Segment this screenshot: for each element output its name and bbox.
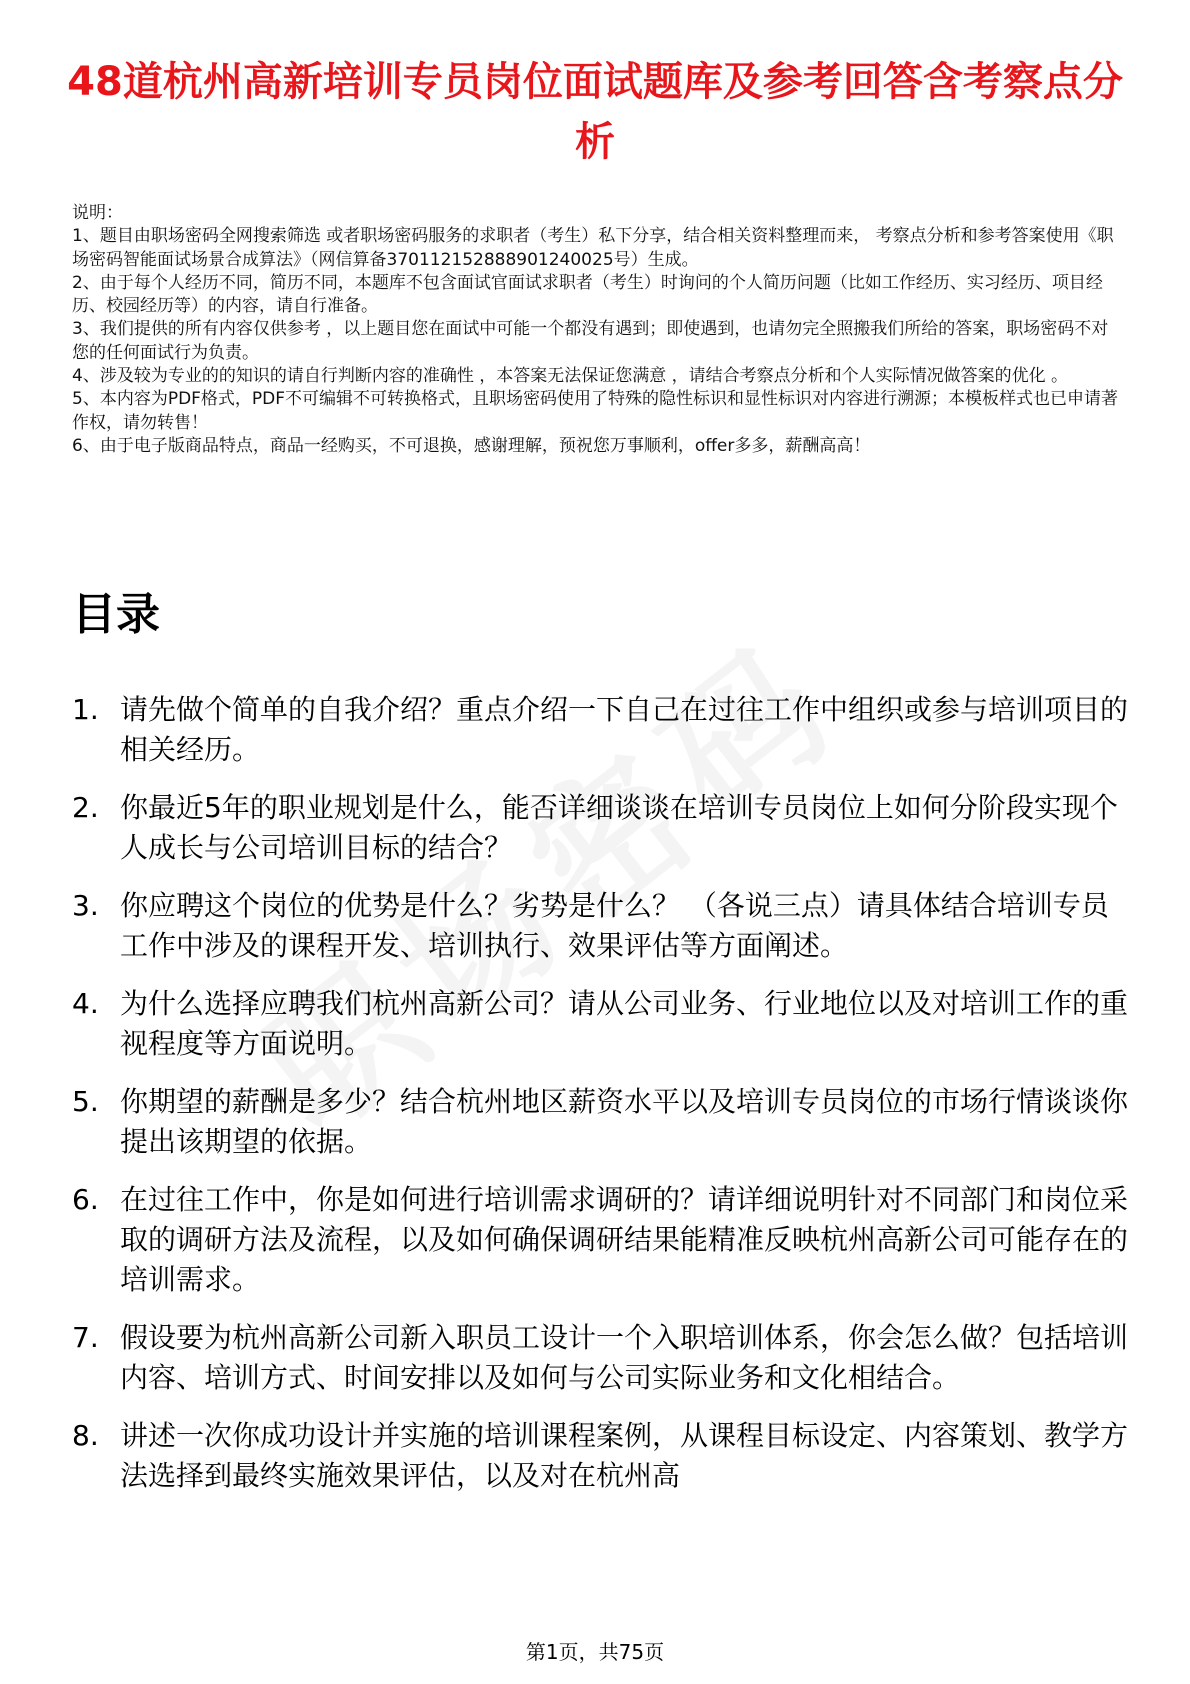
question-item bbox=[72, 1180, 1132, 1300]
toc-heading: 目录 bbox=[72, 589, 160, 640]
note-item: 5、本内容为PDF格式，PDF不可编辑不可转换格式，且职场密码使用了特殊的隐性标识和显性标识对内容进行溯源；本模板样式也已申请著作权，请勿转售！ bbox=[72, 389, 1119, 433]
question-text: 假设要为杭州高新公司新入职员工设计一个入职培训体系，你会怎么做？包括培训内容、培训方式、时间安排以及如何与公司实际业务和文化相结合。 bbox=[120, 1321, 1129, 1394]
question-text: 讲述一次你成功设计并实施的培训课程案例，从课程目标设定、内容策划、教学方法选择到最终实施效果评估，以及对在杭州高 bbox=[120, 1419, 1129, 1492]
document-title: 48道杭州高新培训专员岗位面试题库及参考回答含考察点分析 bbox=[67, 59, 1123, 165]
note-item: 4、涉及较为专业的的知识的请自行判断内容的准确性 ，本答案无法保证您满意 ，请结合考察点分析和个人实际情况做答案的优化 。 bbox=[72, 366, 1069, 387]
question-list bbox=[72, 690, 1132, 1514]
question-text: 在过往工作中，你是如何进行培训需求调研的？请详细说明针对不同部门和岗位采取的调研方法及流程，以及如何确保调研结果能精准反映杭州高新公司可能存在的培训需求。 bbox=[120, 1183, 1129, 1296]
question-text: 请先做个简单的自我介绍？重点介绍一下自己在过往工作中组织或参与培训项目的相关经历。 bbox=[120, 693, 1129, 766]
question-item bbox=[72, 1082, 1132, 1162]
question-text: 你期望的薪酬是多少？结合杭州地区薪资水平以及培训专员岗位的市场行情谈谈你提出该期望的依据。 bbox=[120, 1085, 1129, 1158]
notes-heading: 说明： bbox=[72, 203, 123, 223]
question-number: 6. bbox=[72, 1183, 99, 1216]
question-number: 2. bbox=[72, 791, 99, 824]
page-footer: 第1页，共75页 bbox=[525, 1640, 665, 1664]
note-item: 3、我们提供的所有内容仅供参考 ，以上题目您在面试中可能一个都没有遇到；即使遇到，也请勿完全照搬我们所给的答案，职场密码不对您的任何面试行为负责。 bbox=[72, 319, 1109, 363]
note-item: 1、题目由职场密码全网搜索筛选 或者职场密码服务的求职者（考生）私下分享，结合相关资料整理而来， 考察点分析和参考答案使用《职场密码智能面试场景合成算法》（网信算备370112152888901240025号）生成。 bbox=[72, 226, 1114, 270]
question-item bbox=[72, 788, 1132, 868]
question-number: 3. bbox=[72, 889, 99, 922]
question-item bbox=[72, 886, 1132, 966]
note-item: 6、由于电子版商品特点，商品一经购买，不可退换，感谢理解，预祝您万事顺利，offer多多，薪酬高高！ bbox=[72, 435, 871, 456]
question-text: 你应聘这个岗位的优势是什么？劣势是什么？ （各说三点）请具体结合培训专员工作中涉及的课程开发、培训执行、效果评估等方面阐述。 bbox=[120, 889, 1109, 962]
question-item bbox=[72, 690, 1132, 770]
question-number: 4. bbox=[72, 987, 99, 1020]
question-item bbox=[72, 1416, 1132, 1496]
notes-section bbox=[72, 202, 1122, 458]
question-number: 5. bbox=[72, 1085, 99, 1118]
question-number: 8. bbox=[72, 1419, 99, 1452]
question-text: 为什么选择应聘我们杭州高新公司？请从公司业务、行业地位以及对培训工作的重视程度等方面说明。 bbox=[120, 987, 1129, 1060]
question-text: 你最近5年的职业规划是什么，能否详细谈谈在培训专员岗位上如何分阶段实现个人成长与公司培训目标的结合？ bbox=[120, 791, 1118, 864]
question-item bbox=[72, 1318, 1132, 1398]
question-item bbox=[72, 984, 1132, 1064]
note-item: 2、由于每个人经历不同，简历不同，本题库不包含面试官面试求职者（考生）时询问的个人简历问题（比如工作经历、实习经历、项目经历、校园经历等）的内容，请自行准备。 bbox=[72, 272, 1103, 317]
question-number: 1. bbox=[72, 693, 99, 726]
question-number: 7. bbox=[72, 1321, 99, 1354]
